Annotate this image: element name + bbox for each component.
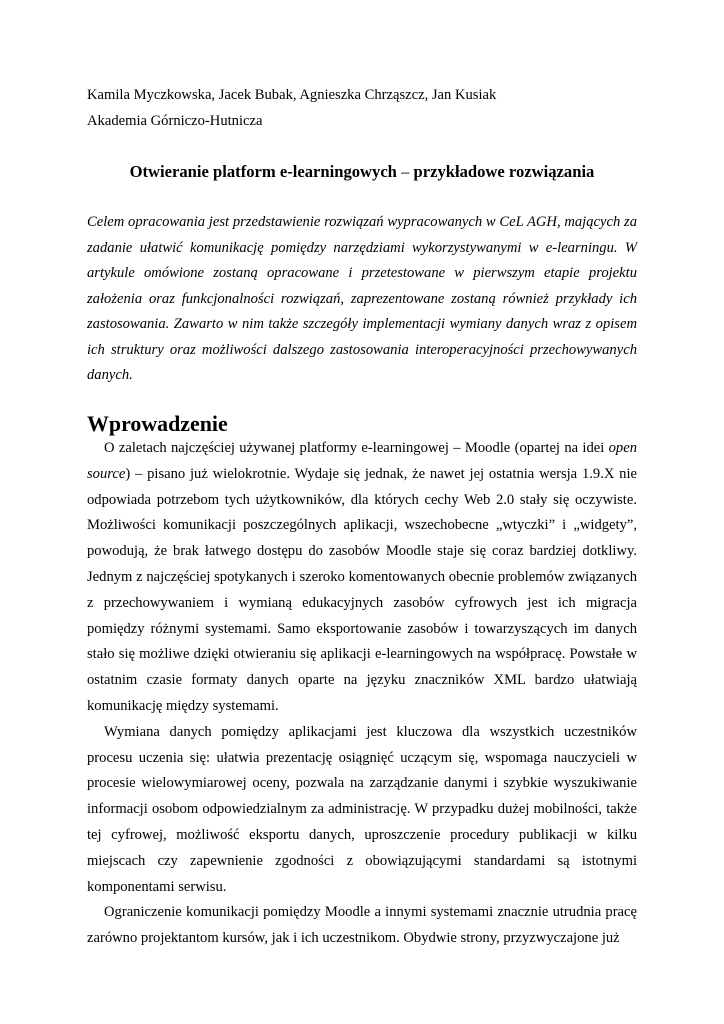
section-heading-introduction: Wprowadzenie bbox=[87, 410, 228, 436]
paragraph-2: Wymiana danych pomiędzy aplikacjami jest kluczowa dla wszystkich uczestników procesu uczenia się: ułatwia prezentację osiągnięć uczącym się, wspomaga nauczycieli w procesie wielowymiarowej oceny, pozwala na zarządzanie danymi i szybkie wyszukiwanie informacji osobom odpowiedzialnym za administrację. W przypadku dużej mobilności, także tej cyfrowej, możliwość eksportu danych, uproszczenie procedury publikacji w kilku miejscach czy zapewnienie zgodności z obowiązującymi standardami są istotnymi komponentami serwisu. bbox=[87, 723, 637, 895]
affiliation-line: Akademia Górniczo-Hutnicza bbox=[87, 113, 263, 129]
title-dash: – bbox=[396, 162, 414, 181]
paragraph-1-text-a: O zaletach najczęściej używanej platformy e-learningowej – Moodle (opartej na idei bbox=[104, 440, 609, 456]
title-part-1: Otwieranie platform e-learningowych bbox=[129, 162, 397, 181]
paragraph-1 bbox=[87, 436, 637, 720]
authors-line: Kamila Myczkowska, Jacek Bubak, Agnieszka Chrząszcz, Jan Kusiak bbox=[87, 87, 497, 103]
paragraph-1-italic-term: open source bbox=[87, 440, 637, 482]
paragraph-3: Ograniczenie komunikacji pomiędzy Moodle a innymi systemami znacznie utrudnia pracę zarówno projektantom kursów, jak i ich uczestnikom. Obydwie strony, przyzwyczajone już bbox=[87, 904, 637, 947]
abstract: Celem opracowania jest przedstawienie rozwiązań wypracowanych w CeL AGH, mających za zadanie ułatwić komunikację pomiędzy narzędziami wykorzystywanymi w e-learningu. W artykule omówione zostaną opracowane i przetestowane w pierwszym etapie projektu założenia oraz funkcjonalności rozwiązań, zaprezentowane zostaną również przykłady ich zastosowania. Zawarto w nim także szczegóły implementacji wymiany danych wraz z opisem ich struktury oraz możliwości dalszego zastosowania interoperacyjności przechowywanych danych. bbox=[87, 214, 637, 383]
paper-title bbox=[87, 159, 637, 185]
title-part-2: przykładowe rozwiązania bbox=[413, 162, 595, 181]
paragraph-1-text-b: ) – pisano już wielokrotnie. Wydaje się jednak, że nawet jej ostatnia wersja 1.9.X nie odpowiada potrzebom tych użytkowników, dla których cechy Web 2.0 stały się oczywiste. Możliwości komunikacji poszczególnych aplikacji, wszechobecne „wtyczki” i „widgety”, powodują, że brak łatwego dostępu do zasobów Moodle staje się coraz bardziej dotkliwy. Jednym z najczęściej spotykanych i szeroko komentowanych obecnie problemów związanych z przechowywaniem i wymianą edukacyjnych zasobów cyfrowych jest ich migracja pomiędzy różnymi systemami. Samo eksportowanie zasobów i towarzyszących im danych stało się możliwe dzięki otwieraniu się aplikacji e-learningowych na współpracę. Powstałe w ostatnim czasie formaty danych oparte na języku znaczników XML bardzo ułatwiają komunikację między systemami. bbox=[87, 465, 637, 714]
